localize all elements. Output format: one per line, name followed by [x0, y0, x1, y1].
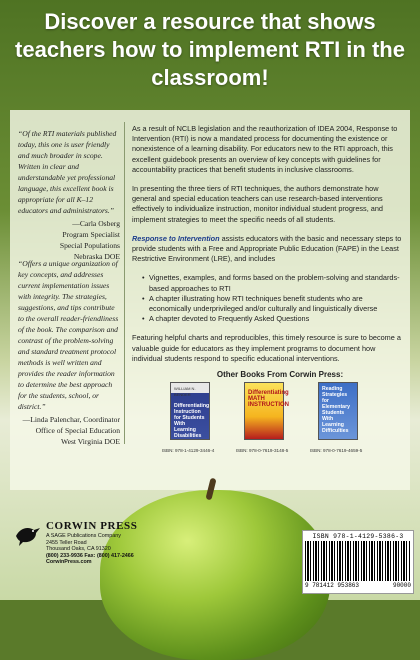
quote-author-dept: Special Populations — [59, 241, 120, 250]
description-text: assists educators with the basic and necessary steps to provide students with a Free and Appropriate Public Education (FAPE) in the Least Restrictive Environment (LRE), and includes — [132, 233, 402, 264]
barcode-numbers — [305, 582, 411, 589]
book-cover — [170, 382, 210, 440]
publisher-name: CORWIN PRESS — [46, 520, 138, 532]
headline: Discover a resource that shows teachers how to implement RTI in the classroom! — [15, 9, 405, 90]
publisher-address — [46, 533, 164, 566]
barcode — [302, 530, 414, 594]
feature-item: • A chapter illustrating how RTI techniques benefit students who are economically underprivileged and/or culturally and linguistically diverse — [142, 294, 404, 314]
publisher-line: 2455 Teller Road — [46, 539, 87, 546]
book-isbn: ISBN: 978-1-4129-3446-4 — [161, 448, 215, 453]
column-divider — [124, 122, 125, 444]
crow-logo-icon — [14, 522, 42, 548]
quote-text: “Offers a unique organization of key concepts, and addresses current implementation issues with integrity. The strategies, suggestions, and tips contribute to the overall reader-friendliness of the book. The comparison and contrast of the problem-solving and standard treatment protocol methods is well written and provides the reader information to determine the best approach for the students, school, or district.” — [18, 259, 119, 411]
description — [132, 124, 404, 373]
book-author: WILLIAM N. BENDER — [174, 386, 196, 397]
feature-item: • Vignettes, examples, and forms based on the problem-solving and standards-based approaches to RTI — [142, 273, 404, 293]
other-books-row — [164, 382, 404, 446]
barcode-isbn: ISBN 978-1-4129-5386-3 — [312, 533, 404, 540]
publisher-phone: (800) 233-9936 Fax: (800) 417-2466 — [46, 552, 134, 559]
description-paragraph: As a result of NCLB legislation and the reauthorization of IDEA 2004, Response to Intervention (RTI) is now a mandated process for documenting the existence or nonexistence of a learning disability. For educators new to the RTI approach, this excellent guidebook presents an overview of key concepts with guidelines for accountability practices that benefit students in inclusive classrooms. — [132, 124, 398, 174]
book-title: Reading Strategies for Elementary Students With Learning Difficulties — [322, 386, 350, 434]
quote-author: —Carla Osberg — [72, 219, 120, 228]
quote-attribution — [18, 218, 120, 262]
quote-attribution — [18, 414, 120, 447]
feature-item: • A chapter devoted to Frequently Asked Questions — [142, 314, 404, 324]
testimonial-quote — [18, 128, 120, 262]
publisher-line: A SAGE Publications Company — [46, 533, 121, 539]
book-cover — [318, 382, 358, 440]
quote-author-org: Nebraska DOE — [73, 252, 120, 261]
description-paragraph: Featuring helpful charts and reproducibles, this timely resource is sure to become a valuable guide for educators as they implement programs to document how individual students respond to specific educational interventions. — [132, 333, 401, 363]
quote-text: “Of the RTI materials published today, this one is user friendly and much broader in scope. Written in clear and understandable yet professional language, this excellent book is appropriate for all K–12 educators and administrators.” — [18, 129, 117, 215]
price-code: 90000 — [392, 582, 411, 589]
ean-number: 9 781412 953863 — [305, 582, 360, 589]
book-title-inline: Response to Intervention — [132, 233, 220, 243]
feature-list — [142, 273, 404, 324]
publisher-website: CorwinPress.com — [46, 559, 92, 566]
quote-author-title: Program Specialist — [62, 230, 120, 239]
description-paragraph: In presenting the three tiers of RTI techniques, the authors demonstrate how general and special education teachers can use research-based interventions effectively to individualize instruction, monitor individual student progress, and implement strategies to meet the specific needs of all students. — [132, 184, 383, 224]
other-books-heading: Other Books From Corwin Press: — [216, 370, 344, 379]
book-title: Differentiating MATH INSTRUCTION — [248, 390, 289, 408]
quote-author-org: West Virginia DOE — [61, 437, 120, 446]
book-isbn: ISBN: 978-0-7619-3148-5 — [235, 448, 289, 453]
testimonial-quote — [18, 258, 120, 447]
quote-author-title: Office of Special Education — [35, 426, 120, 435]
book-isbn: ISBN: 978-0-7619-4659-5 — [309, 448, 363, 453]
description-paragraph — [132, 234, 404, 265]
barcode-bars — [305, 541, 411, 581]
book-title: Differentiating Instruction for Students With Learning Disabilities — [174, 403, 210, 440]
quote-author: —Linda Palenchar, Coordinator — [22, 415, 120, 424]
publisher-line: Thousand Oaks, CA 91320 — [46, 546, 111, 553]
apple-illustration — [100, 490, 330, 660]
book-cover — [244, 382, 289, 440]
